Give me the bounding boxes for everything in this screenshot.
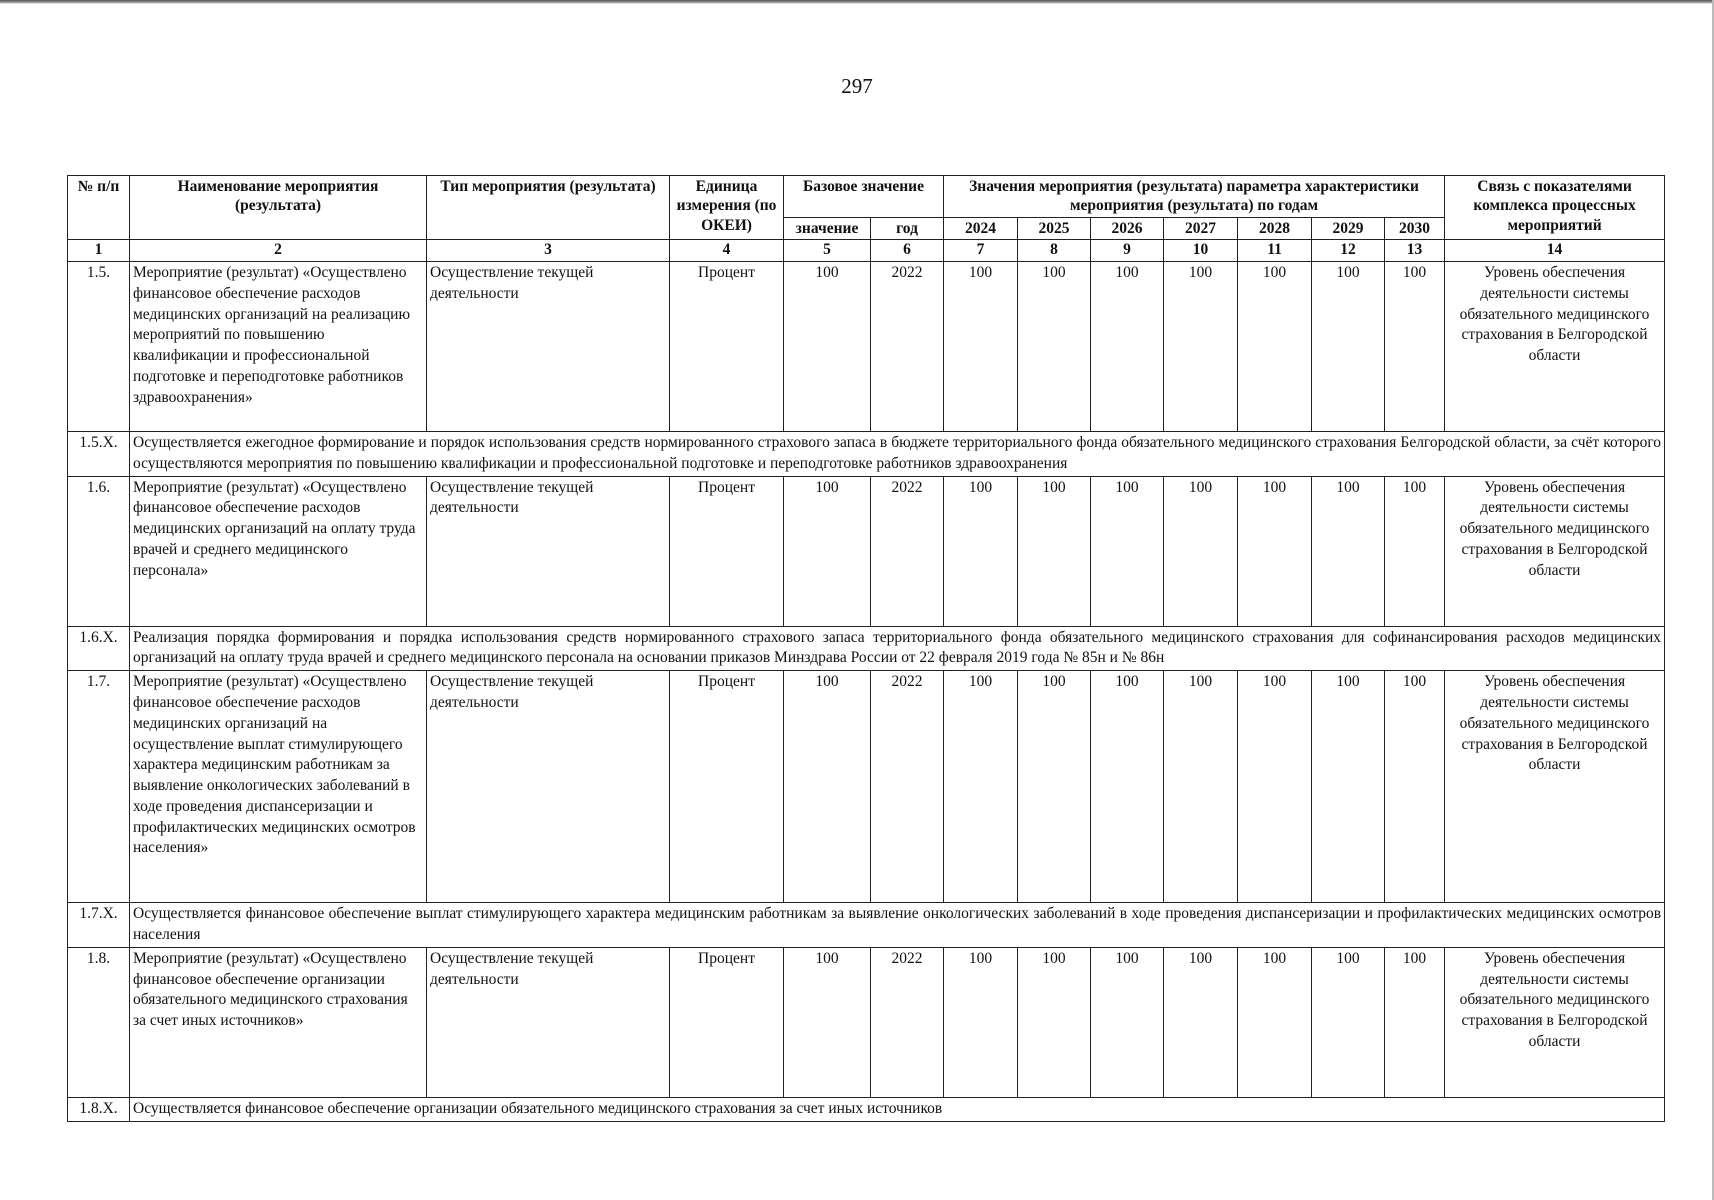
year-value: 100 (1091, 262, 1164, 432)
column-number: 4 (670, 240, 784, 262)
linked-indicator: Уровень обеспечения деятельности системы обязательного медицинского страхования в Белгородской области (1445, 947, 1665, 1097)
year-value: 100 (1238, 947, 1312, 1097)
year-value: 100 (1018, 671, 1091, 903)
year-value: 100 (1312, 671, 1385, 903)
note-text: Осуществляется финансовое обеспечение организации обязательного медицинского страхования за счет иных источников (130, 1097, 1665, 1121)
year-value: 100 (1164, 262, 1238, 432)
note-text: Реализация порядка формирования и порядка использования средств нормированного страхового запаса территориального фонда обязательного медицинского страхования для софинансирования расходов медицинских организаций на оплату труда врачей и среднего медицинского персонала на основании приказов Минздрава России от 22 февраля 2019 года № 85н и № 86н (130, 626, 1665, 671)
note-text: Осуществляется ежегодное формирование и порядок использования средств нормированного страхового запаса в бюджете территориального фонда обязательного медицинского страхования Белгородской области, за счёт которого осуществляются мероприятия по повышению квалификации и профессиональной подготовке и переподготовке работников здравоохранения (130, 432, 1665, 477)
activity-name: Мероприятие (результат) «Осуществлено финансовое обеспечение расходов медицинских организаций на оплату труда врачей и среднего медицинского персонала» (130, 476, 427, 626)
scan-edge-top (0, 0, 1714, 4)
header-year: 2028 (1238, 218, 1312, 240)
column-number: 8 (1018, 240, 1091, 262)
note-row (68, 432, 1665, 477)
year-value: 100 (1164, 947, 1238, 1097)
year-value: 100 (1385, 262, 1445, 432)
activities-table (67, 175, 1665, 1122)
table-row (68, 671, 1665, 903)
year-value: 100 (1312, 476, 1385, 626)
note-number: 1.7.Х. (68, 903, 130, 948)
year-value: 100 (1312, 262, 1385, 432)
activity-type: Осуществление текущей деятельности (427, 947, 670, 1097)
page-number: 297 (841, 74, 873, 98)
base-value: 100 (784, 262, 871, 432)
header-year: 2026 (1091, 218, 1164, 240)
year-value: 100 (1238, 476, 1312, 626)
base-value: 100 (784, 947, 871, 1097)
note-number: 1.5.Х. (68, 432, 130, 477)
unit: Процент (670, 476, 784, 626)
header-base-value: значение (784, 218, 871, 240)
header-year: 2025 (1018, 218, 1091, 240)
note-row (68, 1097, 1665, 1121)
activity-name: Мероприятие (результат) «Осуществлено финансовое обеспечение расходов медицинских организаций на осуществление выплат стимулирующего характера медицинским работникам за выявление онкологических заболеваний в ходе проведения диспансеризации и профилактических медицинских осмотров населения» (130, 671, 427, 903)
year-value: 100 (1385, 671, 1445, 903)
header-year: 2027 (1164, 218, 1238, 240)
header-values-by-year: Значения мероприятия (результата) параметра характеристики мероприятия (результата) по годам (944, 176, 1445, 218)
year-value: 100 (944, 947, 1018, 1097)
column-number: 1 (68, 240, 130, 262)
column-number: 9 (1091, 240, 1164, 262)
column-number: 6 (871, 240, 944, 262)
linked-indicator: Уровень обеспечения деятельности системы обязательного медицинского страхования в Белгородской области (1445, 671, 1665, 903)
year-value: 100 (1385, 947, 1445, 1097)
column-number: 7 (944, 240, 1018, 262)
linked-indicator: Уровень обеспечения деятельности системы обязательного медицинского страхования в Белгородской области (1445, 476, 1665, 626)
column-number: 14 (1445, 240, 1665, 262)
year-value: 100 (1238, 262, 1312, 432)
note-row (68, 626, 1665, 671)
column-number: 13 (1385, 240, 1445, 262)
header-unit: Единица измерения (по ОКЕИ) (670, 176, 784, 240)
activity-type: Осуществление текущей деятельности (427, 262, 670, 432)
row-number: 1.5. (68, 262, 130, 432)
base-year: 2022 (871, 671, 944, 903)
note-row (68, 903, 1665, 948)
header-base-year: год (871, 218, 944, 240)
column-number: 10 (1164, 240, 1238, 262)
year-value: 100 (1091, 947, 1164, 1097)
table-row (68, 476, 1665, 626)
row-number: 1.8. (68, 947, 130, 1097)
base-year: 2022 (871, 947, 944, 1097)
year-value: 100 (1164, 476, 1238, 626)
column-number: 2 (130, 240, 427, 262)
activity-type: Осуществление текущей деятельности (427, 671, 670, 903)
note-number: 1.6.Х. (68, 626, 130, 671)
year-value: 100 (1018, 476, 1091, 626)
year-value: 100 (1018, 947, 1091, 1097)
activity-type: Осуществление текущей деятельности (427, 476, 670, 626)
linked-indicator: Уровень обеспечения деятельности системы обязательного медицинского страхования в Белгородской области (1445, 262, 1665, 432)
header-year: 2024 (944, 218, 1018, 240)
year-value: 100 (1238, 671, 1312, 903)
year-value: 100 (1018, 262, 1091, 432)
table-row (68, 262, 1665, 432)
column-number: 5 (784, 240, 871, 262)
activity-name: Мероприятие (результат) «Осуществлено финансовое обеспечение расходов медицинских организаций на реализацию мероприятий по повышению квалификации и профессиональной подготовке и переподготовке работников здравоохранения» (130, 262, 427, 432)
header-name: Наименование мероприятия (результата) (130, 176, 427, 240)
row-number: 1.6. (68, 476, 130, 626)
unit: Процент (670, 262, 784, 432)
header-year: 2030 (1385, 218, 1445, 240)
year-value: 100 (944, 262, 1018, 432)
header-link: Связь с показателями комплекса процессных мероприятий (1445, 176, 1665, 240)
base-value: 100 (784, 476, 871, 626)
note-text: Осуществляется финансовое обеспечение выплат стимулирующего характера медицинским работникам за выявление онкологических заболеваний в ходе проведения диспансеризации и профилактических медицинских осмотров населения (130, 903, 1665, 948)
year-value: 100 (944, 476, 1018, 626)
header-type: Тип мероприятия (результата) (427, 176, 670, 240)
row-number: 1.7. (68, 671, 130, 903)
year-value: 100 (1312, 947, 1385, 1097)
table-row (68, 947, 1665, 1097)
header-num: № п/п (68, 176, 130, 240)
column-number-row (68, 240, 1665, 262)
year-value: 100 (1385, 476, 1445, 626)
note-number: 1.8.Х. (68, 1097, 130, 1121)
column-number: 12 (1312, 240, 1385, 262)
base-year: 2022 (871, 262, 944, 432)
activity-name: Мероприятие (результат) «Осуществлено финансовое обеспечение организации обязательного медицинского страхования за счет иных источников» (130, 947, 427, 1097)
header-base: Базовое значение (784, 176, 944, 218)
base-year: 2022 (871, 476, 944, 626)
unit: Процент (670, 671, 784, 903)
header-year: 2029 (1312, 218, 1385, 240)
year-value: 100 (1091, 476, 1164, 626)
column-number: 3 (427, 240, 670, 262)
unit: Процент (670, 947, 784, 1097)
year-value: 100 (944, 671, 1018, 903)
base-value: 100 (784, 671, 871, 903)
column-number: 11 (1238, 240, 1312, 262)
year-value: 100 (1164, 671, 1238, 903)
year-value: 100 (1091, 671, 1164, 903)
